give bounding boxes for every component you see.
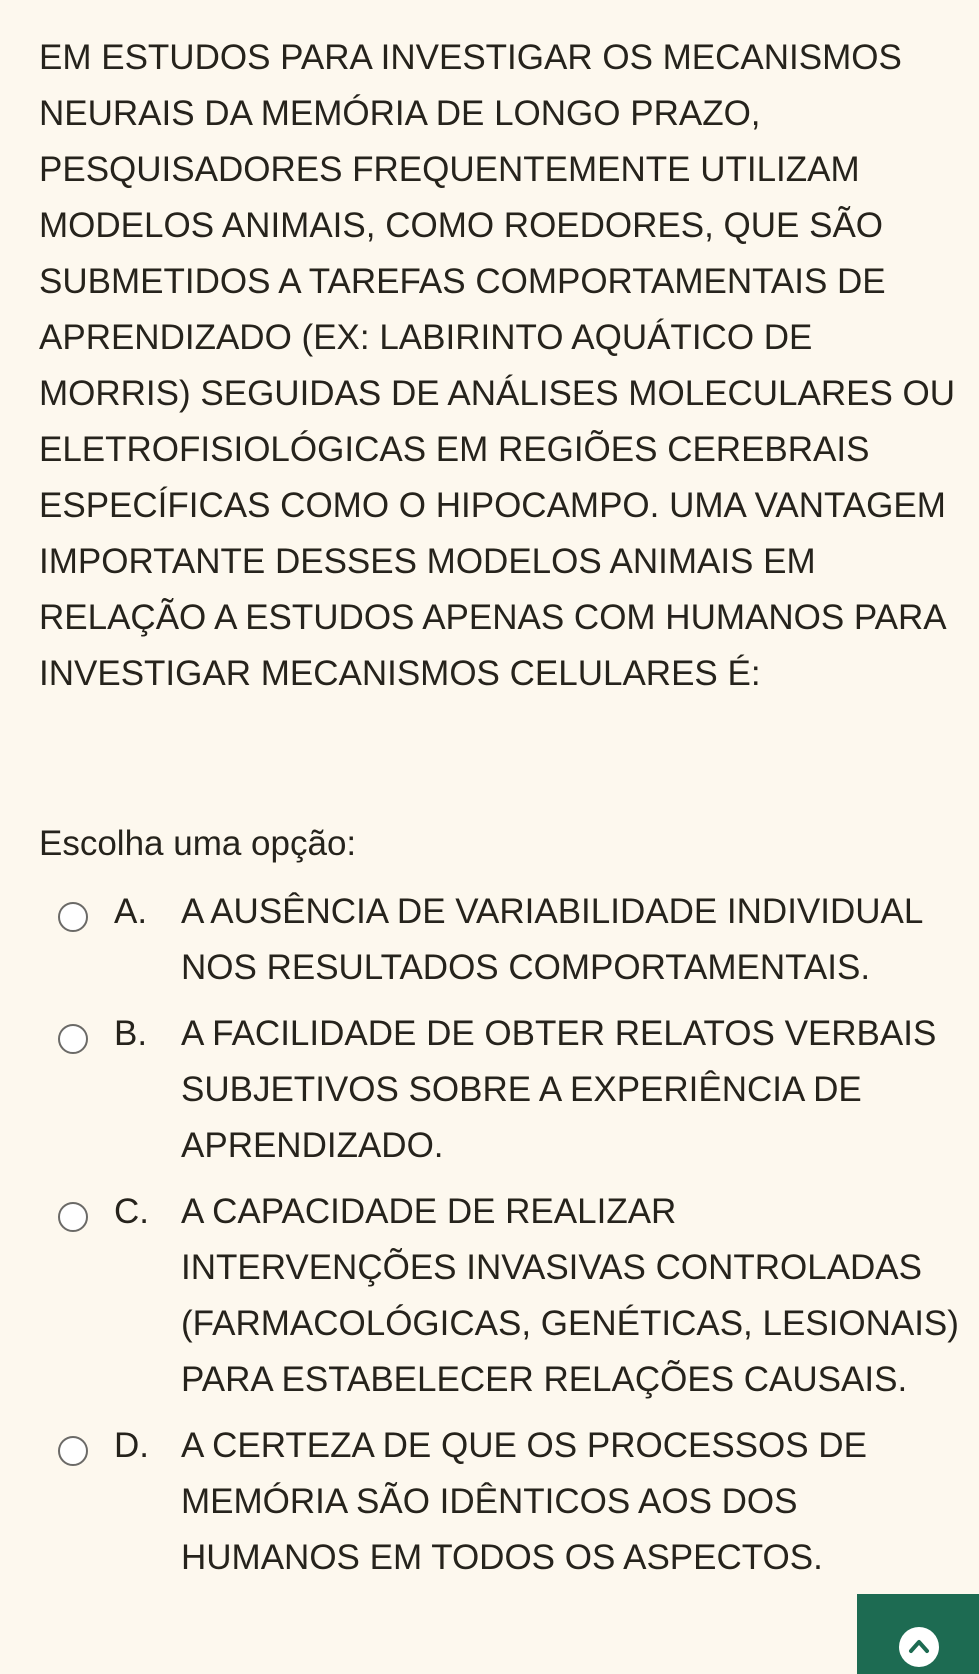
option-c-text: A CAPACIDADE DE REALIZAR INTERVENÇÕES INVASIVAS CONTROLADAS (FARMACOLÓGICAS, GENÉTICAS, LESIONAIS) PARA ESTABELECER RELAÇÕES CAUSAIS. (181, 1192, 959, 1399)
option-b-letter: B. (114, 1014, 148, 1053)
answer-prompt: Escolha uma opção: (39, 824, 357, 863)
option-a[interactable] (0, 884, 979, 996)
option-c-radio[interactable] (58, 1202, 88, 1232)
option-c[interactable] (0, 1184, 979, 1408)
option-a-letter: A. (114, 892, 148, 931)
option-b-text: A FACILIDADE DE OBTER RELATOS VERBAIS SUBJETIVOS SOBRE A EXPERIÊNCIA DE APRENDIZADO. (181, 1014, 937, 1165)
question-text: EM ESTUDOS PARA INVESTIGAR OS MECANISMOS NEURAIS DA MEMÓRIA DE LONGO PRAZO, PESQUISADORES FREQUENTEMENTE UTILIZAM MODELOS ANIMAIS, COMO ROEDORES, QUE SÃO SUBMETIDOS A TAREFAS COMPORTAMENTAIS DE APRENDIZADO (EX: LABIRINTO AQUÁTICO DE MORRIS) SEGUIDAS DE ANÁLISES MOLECULARES OU ELETROFISIOLÓGICAS EM REGIÕES CEREBRAIS ESPECÍFICAS COMO O HIPOCAMPO. UMA VANTAGEM IMPORTANTE DESSES MODELOS ANIMAIS EM RELAÇÃO A ESTUDOS APENAS COM HUMANOS PARA INVESTIGAR MECANISMOS CELULARES É: (39, 38, 956, 693)
answer-options (0, 884, 979, 1586)
option-d-letter: D. (114, 1426, 149, 1465)
chevron-up-icon (899, 1627, 939, 1667)
option-a-text: A AUSÊNCIA DE VARIABILIDADE INDIVIDUAL NOS RESULTADOS COMPORTAMENTAIS. (181, 892, 923, 987)
option-d-radio[interactable] (58, 1436, 88, 1466)
option-b[interactable] (0, 1006, 979, 1174)
option-b-radio[interactable] (58, 1024, 88, 1054)
option-d[interactable] (0, 1418, 979, 1586)
option-c-letter: C. (114, 1192, 149, 1231)
scroll-to-top-button[interactable] (857, 1594, 979, 1674)
option-d-text: A CERTEZA DE QUE OS PROCESSOS DE MEMÓRIA SÃO IDÊNTICOS AOS DOS HUMANOS EM TODOS OS ASPECTOS. (181, 1426, 867, 1577)
option-a-radio[interactable] (58, 902, 88, 932)
